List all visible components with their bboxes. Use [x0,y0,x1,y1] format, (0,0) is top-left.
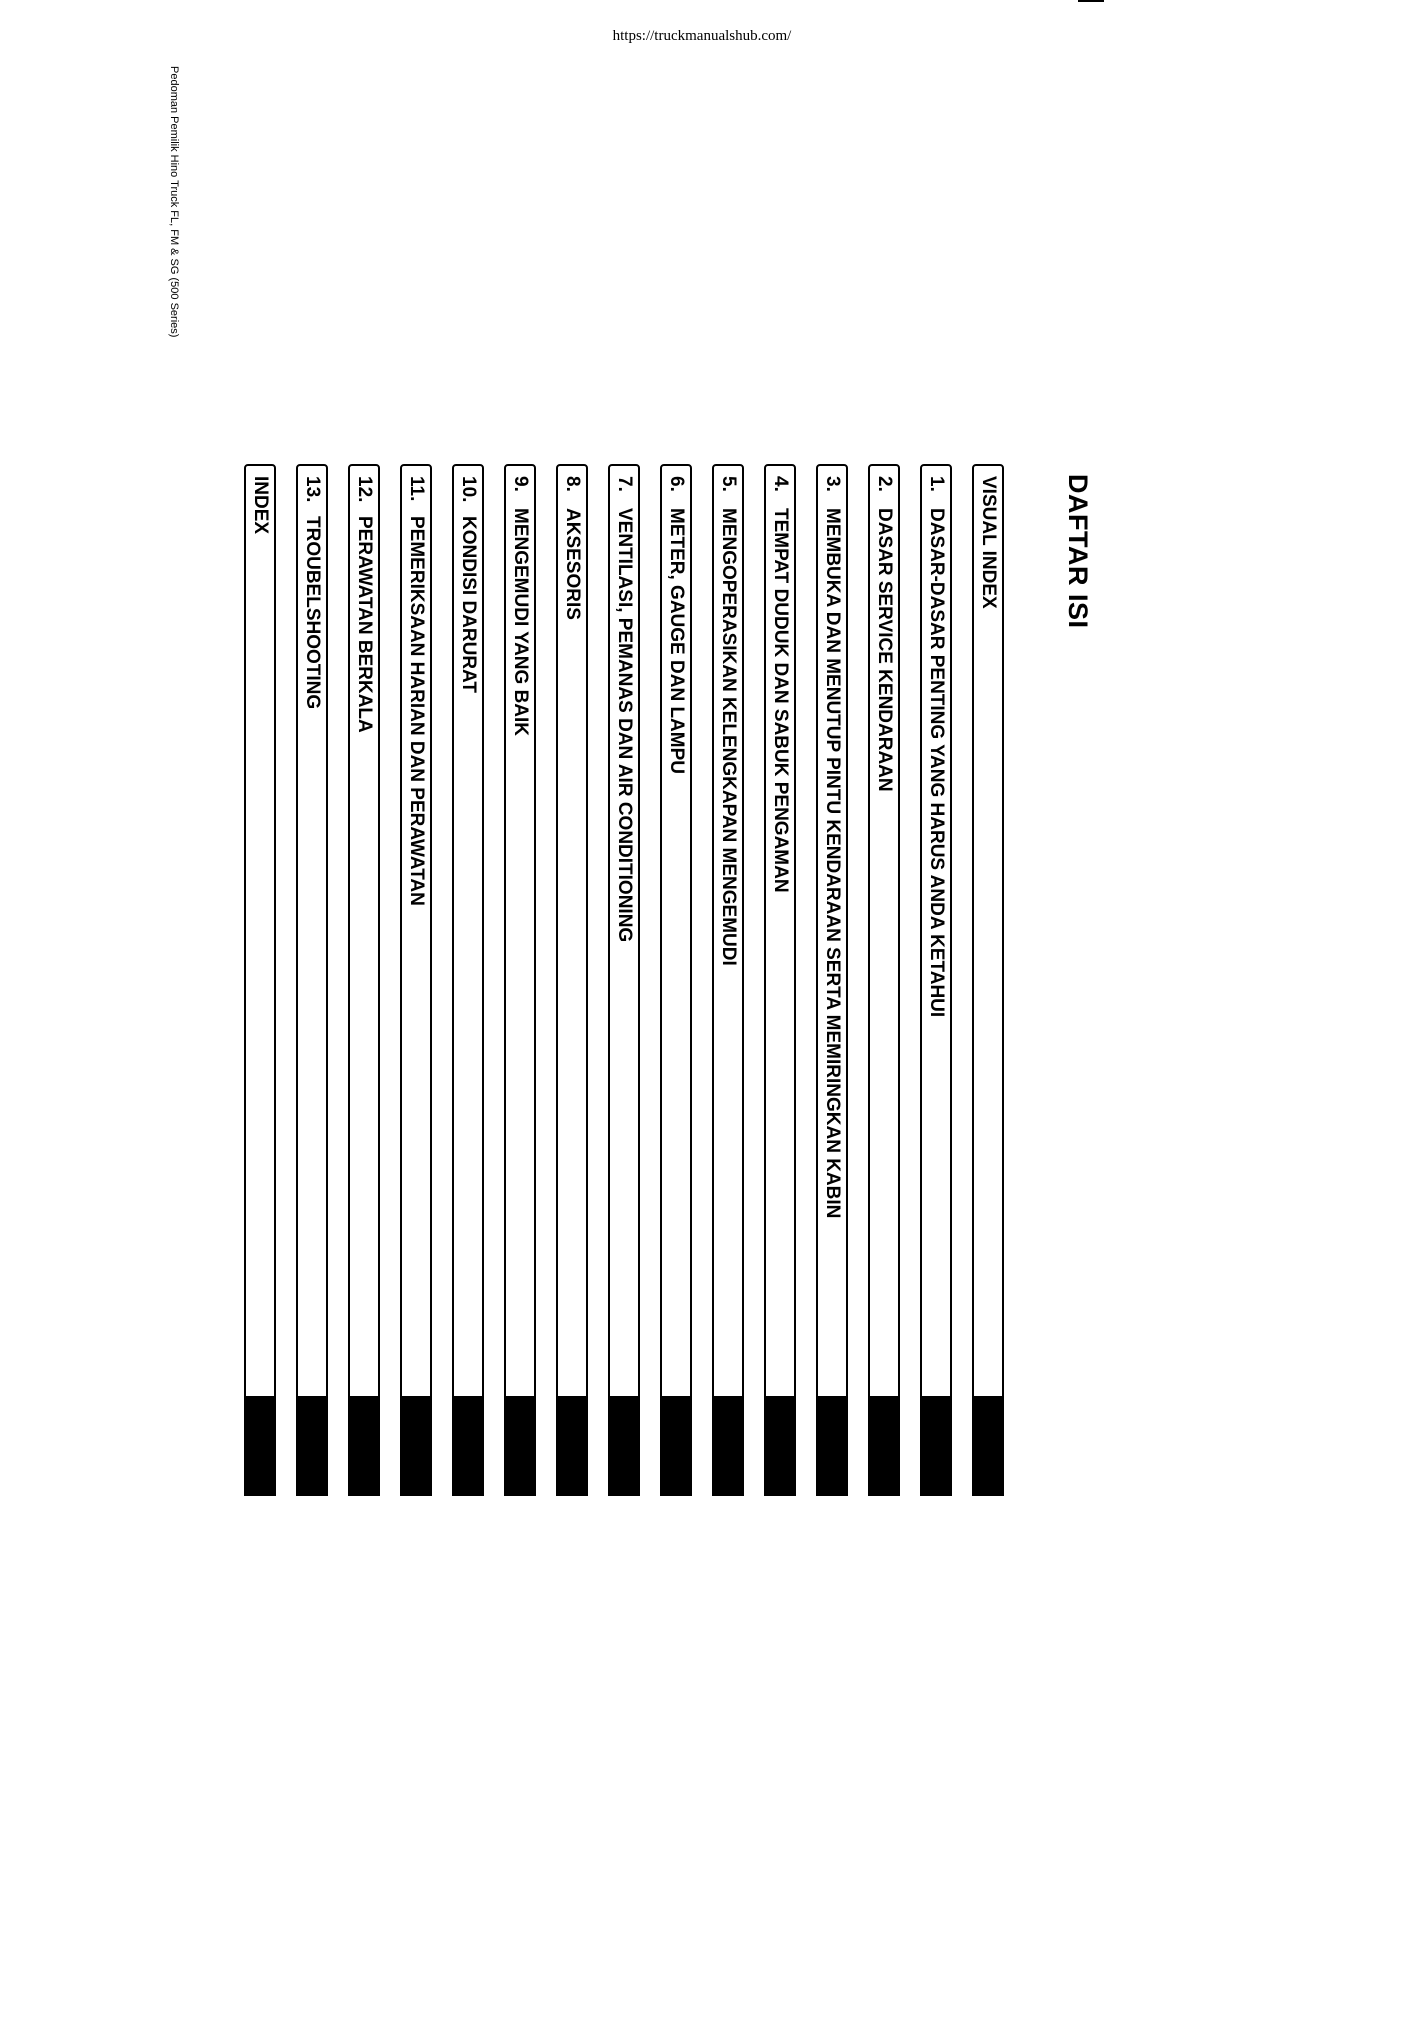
toc-item-label: AKSESORIS [562,508,583,620]
page-title: DAFTAR ISI [1063,474,1093,629]
section-tab-marker [816,1396,848,1496]
toc-item-number: 4. [770,476,791,492]
section-tab-marker [556,1396,588,1496]
toc-item-number: 11. [406,476,427,502]
section-tab-marker [660,1396,692,1496]
section-tab-marker [400,1396,432,1496]
section-tab-marker [712,1396,744,1496]
section-tab-marker [452,1396,484,1496]
toc-item-number: 13. [302,476,323,503]
toc-item-number: 8. [562,476,583,492]
toc-item-chapter-4[interactable] [764,464,796,1496]
toc-item-label: PERAWATAN BERKALA [354,516,375,733]
toc-item-label: INDEX [250,476,271,535]
toc-item-chapter-13[interactable] [296,464,328,1496]
section-tab-marker [764,1396,796,1496]
toc-item-chapter-1[interactable] [920,464,952,1496]
scan-speck [312,1470,315,1473]
section-tab-marker [244,1396,276,1496]
toc-item-chapter-9[interactable] [504,464,536,1496]
toc-item-chapter-12[interactable] [348,464,380,1496]
toc-item-number: 1. [926,476,947,492]
toc-item-label: TEMPAT DUDUK DAN SABUK PENGAMAN [770,508,791,893]
toc-item-chapter-10[interactable] [452,464,484,1496]
scan-mark [1078,0,1104,2]
section-tab-marker [608,1396,640,1496]
toc-item-chapter-6[interactable] [660,464,692,1496]
toc-item-chapter-5[interactable] [712,464,744,1496]
toc-item-index[interactable] [244,464,276,1496]
toc-item-chapter-3[interactable] [816,464,848,1496]
toc-item-number: 12. [354,476,375,503]
toc-item-label: METER, GAUGE DAN LAMPU [666,508,687,774]
toc-item-label: MENGOPERASIKAN KELENGKAPAN MENGEMUDI [718,508,739,966]
manual-side-note: Pedoman Pemilik Hino Truck FL, FM & SG (500 Series) [168,66,180,338]
section-tab-marker [296,1396,328,1496]
section-tab-marker [868,1396,900,1496]
toc-item-label: KONDISI DARURAT [458,516,479,693]
toc-item-label: VISUAL INDEX [978,476,999,609]
toc-item-chapter-8[interactable] [556,464,588,1496]
toc-item-visual-index[interactable] [972,464,1004,1496]
toc-item-number: 3. [822,476,843,492]
section-tab-marker [504,1396,536,1496]
toc-item-number: 10. [458,476,479,503]
toc-item-label: MEMBUKA DAN MENUTUP PINTU KENDARAAN SERTA MEMIRINGKAN KABIN [822,508,843,1219]
toc-item-label: DASAR-DASAR PENTING YANG HARUS ANDA KETAHUI [926,508,947,1018]
toc-item-chapter-2[interactable] [868,464,900,1496]
toc-item-number: 2. [874,476,895,492]
toc-item-chapter-7[interactable] [608,464,640,1496]
section-tab-marker [348,1396,380,1496]
toc-item-label: VENTILASI, PEMANAS DAN AIR CONDITIONING [614,508,635,943]
toc-item-number: 5. [718,476,739,492]
toc-item-chapter-11[interactable] [400,464,432,1496]
section-tab-marker [972,1396,1004,1496]
source-url[interactable]: https://truckmanualshub.com/ [612,28,792,44]
toc-item-number: 7. [614,476,635,492]
section-tab-marker [920,1396,952,1496]
toc-item-label: TROUBELSHOOTING [302,516,323,710]
toc-item-number: 9. [510,476,531,492]
toc-item-label: PEMERIKSAAN HARIAN DAN PERAWATAN [406,516,427,906]
toc-item-number: 6. [666,476,687,492]
toc-item-label: MENGEMUDI YANG BAIK [510,508,531,737]
toc-item-label: DASAR SERVICE KENDARAAN [874,508,895,792]
